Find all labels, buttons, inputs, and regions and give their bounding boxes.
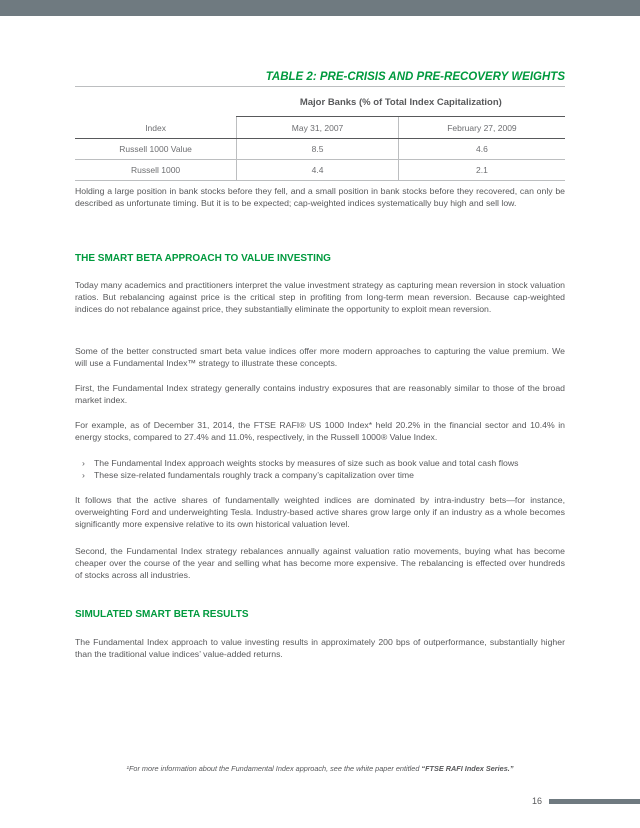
table-cell: 4.6 <box>398 139 565 160</box>
paragraph-industry-exposure: First, the Fundamental Index strategy generally contains industry exposures that are reasonably similar to those of the broad market index. <box>75 383 565 406</box>
table-title: TABLE 2: PRE-CRISIS AND PRE-RECOVERY WEIGHTS <box>265 71 565 83</box>
weights-table <box>75 95 565 181</box>
table-row <box>75 160 565 181</box>
table-row <box>75 139 565 160</box>
paragraph-mean-reversion: Today many academics and practitioners interpret the value investment strategy as capturing mean reversion in stock valuation ratios. But rebalancing against price is the critical step in profiting from long-term mean reversion. Because cap-weighted indices do not rebalance against price, they substantially eliminate the opportunity to exploit mean reversion. <box>75 280 565 315</box>
column-header-2009: February 27, 2009 <box>398 117 565 139</box>
bullet-list <box>82 457 565 481</box>
footnote-text: ¹For more information about the Fundamental Index approach, see the white paper entitled <box>126 764 422 773</box>
table-cell: 2.1 <box>398 160 565 181</box>
group-header: Major Banks (% of Total Index Capitalization) <box>237 95 565 117</box>
column-header-2007: May 31, 2007 <box>237 117 399 139</box>
section-heading-results: SIMULATED SMART BETA RESULTS <box>75 609 249 620</box>
page-number: 16 <box>531 796 542 806</box>
paragraph-value-premium: Some of the better constructed smart beta value indices offer more modern approaches to capturing the value premium. We will use a Fundamental Index™ strategy to illustrate these concepts. <box>75 346 565 369</box>
title-divider <box>75 86 565 87</box>
table-header-row <box>75 117 565 139</box>
list-item-text: These size-related fundamentals roughly track a company’s capitalization over time <box>94 470 414 481</box>
paragraph-example: For example, as of December 31, 2014, the FTSE RAFI® US 1000 Index* held 20.2% in the financial sector and 10.4% in energy stocks, compared to 27.4% and 11.0%, respectively, in the Russell 1000® Value Index. <box>75 420 565 443</box>
chevron-right-icon: › <box>82 458 85 468</box>
list-item <box>82 469 565 481</box>
list-item-text: The Fundamental Index approach weights stocks by measures of size such as book value and total cash flows <box>94 458 519 468</box>
page-number-bar <box>549 799 640 804</box>
table-group-header-row <box>75 95 565 117</box>
paragraph-timing: Holding a large position in bank stocks before they fell, and a small position in bank stocks before they recovered, can only be described as unfortunate timing. But it is to be expected; cap-weighted indices systematically buy high and sell low. <box>75 186 565 209</box>
footnote-title: “FTSE RAFI Index Series.” <box>421 764 514 773</box>
column-header-index: Index <box>75 117 237 139</box>
corner-tab <box>616 0 640 16</box>
list-item <box>82 457 565 469</box>
table-cell: Russell 1000 <box>75 160 237 181</box>
paragraph-outperformance: The Fundamental Index approach to value investing results in approximately 200 bps of outperformance, substantially higher than the traditional value indices’ value-added returns. <box>75 637 565 660</box>
table-cell: Russell 1000 Value <box>75 139 237 160</box>
table-cell: 4.4 <box>237 160 399 181</box>
paragraph-active-shares: It follows that the active shares of fundamentally weighted indices are dominated by intra-industry bets—for instance, overweighting Ford and underweighting Tesla. Industry-based active shares grow large only if an industry as a whole becomes significantly more expensive relative to its own historical valuation level. <box>75 495 565 530</box>
chevron-right-icon: › <box>82 470 85 481</box>
footnote <box>75 764 565 773</box>
section-heading-smart-beta: THE SMART BETA APPROACH TO VALUE INVESTING <box>75 253 331 264</box>
top-banner-bar <box>0 0 640 16</box>
paragraph-rebalancing: Second, the Fundamental Index strategy rebalances annually against valuation ratio movements, buying what has become cheaper over the course of the year and selling what has become more expensive. The rebalancing is effected over hundreds of stocks across all industries. <box>75 546 565 581</box>
table-cell: 8.5 <box>237 139 399 160</box>
